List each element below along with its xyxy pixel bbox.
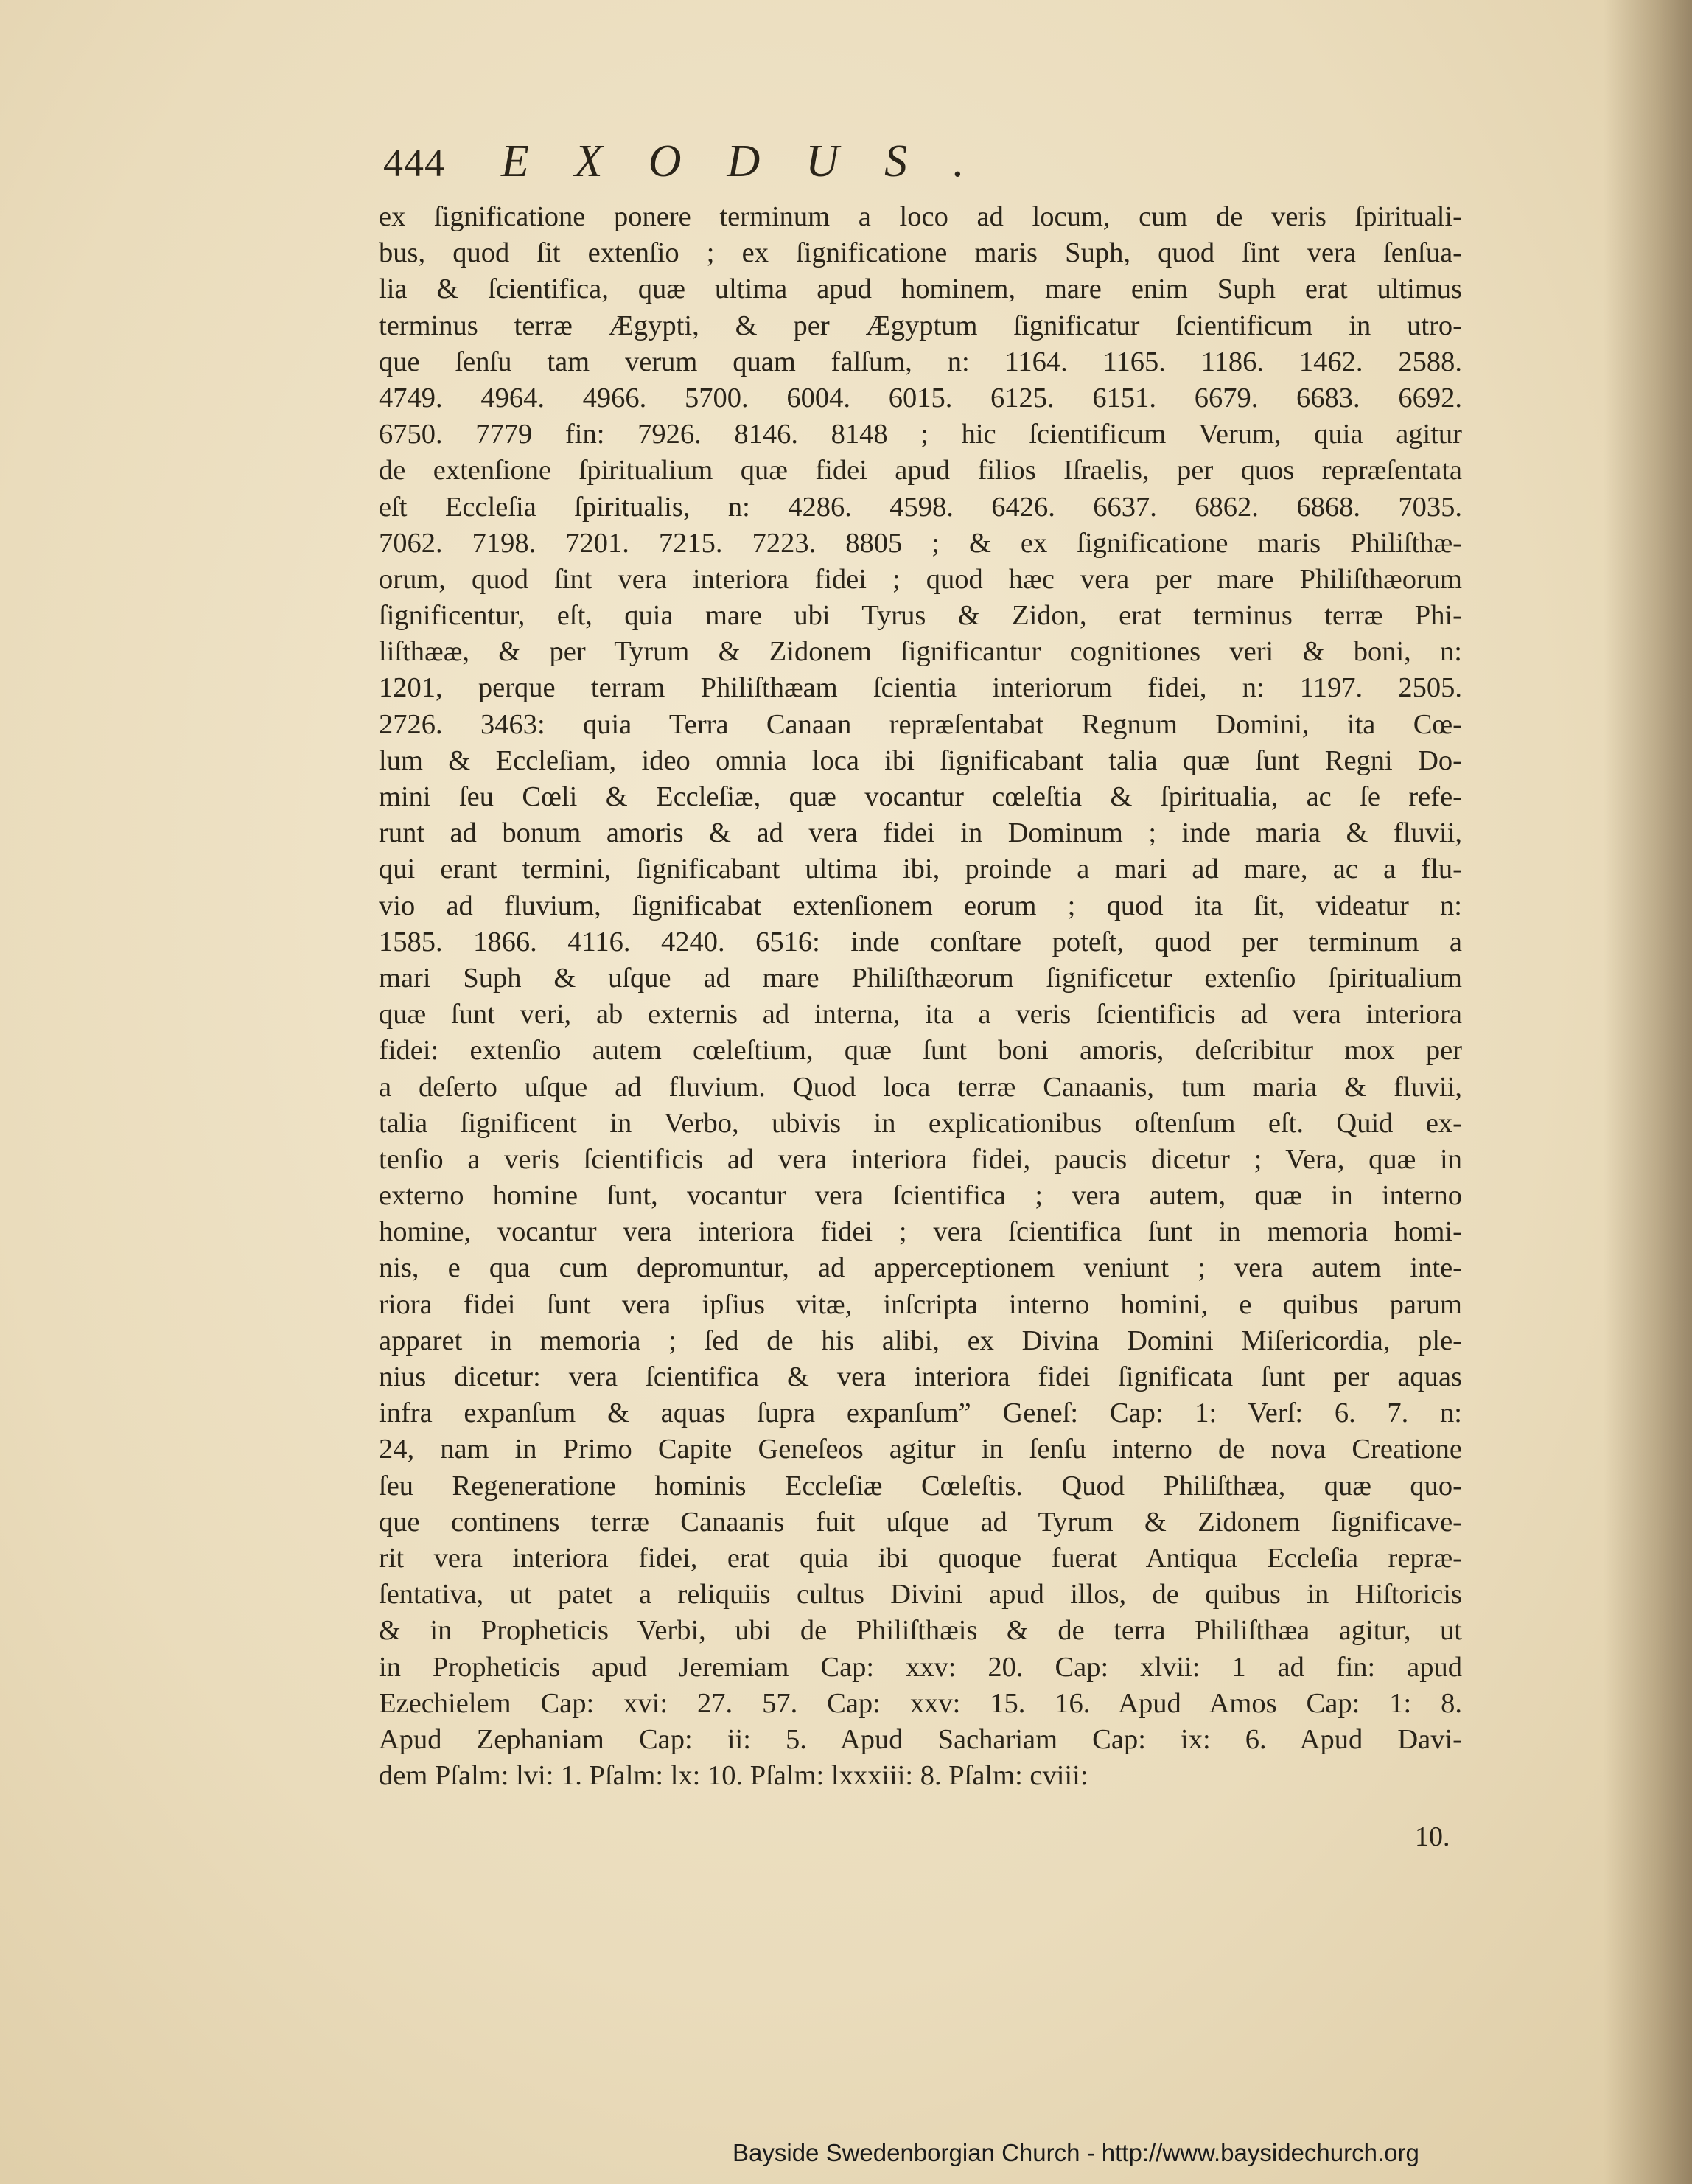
text-line: rit vera interiora fidei, erat quia ibi quoque fuerat Antiqua Eccleſia repræ- — [379, 1542, 1462, 1574]
text-line: fidei: extenſio autem cœleſtium, quæ ſunt boni amoris, deſcribitur mox per — [379, 1035, 1462, 1067]
text-line: ſentativa, ut patet a reliquiis cultus Divini apud illos, de quibus in Hiſtoricis — [379, 1579, 1462, 1611]
text-line: qui erant termini, ſignificabant ultima ibi, proinde a mari ad mare, ac a flu- — [379, 854, 1462, 885]
text-line: 7062. 7198. 7201. 7215. 7223. 8805 ; & ex ſignificatione maris Philiſthæ- — [379, 527, 1462, 559]
text-line: runt ad bonum amoris & ad vera fidei in Dominum ; inde maria & fluvii, — [379, 817, 1462, 849]
text-line: vio ad fluvium, ſignificabat extenſionem eorum ; quod ita ſit, videatur n: — [379, 890, 1462, 921]
text-line: que ſenſu tam verum quam falſum, n: 1164. 1165. 1186. 1462. 2588. — [379, 346, 1462, 377]
text-line: riora fidei ſunt vera ipſius vitæ, inſcripta interno homini, e quibus parum — [379, 1288, 1462, 1320]
text-line: orum, quod ſint vera interiora fidei ; quod hæc vera per mare Philiſthæorum — [379, 563, 1462, 595]
text-line: mini ſeu Cœli & Eccleſiæ, quæ vocantur cœleſtia & ſpiritualia, ac ſe refe- — [379, 781, 1462, 812]
page-edge-shadow — [1604, 0, 1692, 2184]
text-line: terminus terræ Ægypti, & per Ægyptum ſignificatur ſcientificum in utro- — [379, 310, 1462, 341]
text-line: mari Suph & uſque ad mare Philiſthæorum ſignificetur extenſio ſpiritualium — [379, 962, 1462, 994]
text-line: talia ſignificent in Verbo, ubivis in explicationibus oſtenſum eſt. Quid ex- — [379, 1107, 1462, 1139]
text-line: homine, vocantur vera interiora fidei ; vera ſcientifica ſunt in memoria homi- — [379, 1216, 1462, 1248]
text-line: nius dicetur: vera ſcientifica & vera interiora fidei ſignificata ſunt per aquas — [379, 1361, 1462, 1392]
footer-watermark: Bayside Swedenborgian Church - http://www.baysidechurch.org — [733, 2139, 1419, 2166]
text-line: liſthææ, & per Tyrum & Zidonem ſignificantur cognitiones veri & boni, n: — [379, 636, 1462, 668]
text-line: ſignificentur, eſt, quia mare ubi Tyrus & Zidon, erat terminus terræ Phi- — [379, 600, 1462, 632]
catchword: 10. — [1415, 1821, 1450, 1852]
text-line: tenſio a veris ſcientificis ad vera interiora fidei, paucis dicetur ; Vera, quæ in — [379, 1143, 1462, 1175]
text-line: 4749. 4964. 4966. 5700. 6004. 6015. 6125. 6151. 6679. 6683. 6692. — [379, 382, 1462, 414]
page-number: 444 — [383, 141, 445, 185]
page-header — [383, 136, 1489, 192]
text-line: ſeu Regeneratione hominis Eccleſiæ Cœleſtis. Quod Philiſthæa, quæ quo- — [379, 1470, 1462, 1501]
text-line: bus, quod ſit extenſio ; ex ſignificatione maris Suph, quod ſint vera ſenſua- — [379, 237, 1462, 269]
text-line: quæ ſunt veri, ab externis ad interna, ita a veris ſcientificis ad vera interiora — [379, 999, 1462, 1030]
text-line: infra expanſum & aquas ſupra expanſum” Geneſ: Cap: 1: Verſ: 6. 7. n: — [379, 1398, 1462, 1429]
text-line: in Propheticis apud Jeremiam Cap: xxv: 20. Cap: xlvii: 1 ad fin: apud — [379, 1651, 1462, 1683]
text-line: Ezechielem Cap: xvi: 27. 57. Cap: xxv: 15. 16. Apud Amos Cap: 1: 8. — [379, 1687, 1462, 1719]
text-line: apparet in memoria ; ſed de his alibi, ex Divina Domini Miſericordia, ple- — [379, 1325, 1462, 1356]
text-line: eſt Eccleſia ſpiritualis, n: 4286. 4598. 6426. 6637. 6862. 6868. 7035. — [379, 491, 1462, 523]
text-line: 2726. 3463: quia Terra Canaan repræſentabat Regnum Domini, ita Cœ- — [379, 708, 1462, 740]
text-line: & in Propheticis Verbi, ubi de Philiſthæis & de terra Philiſthæa agitur, ut — [379, 1615, 1462, 1647]
text-line: 1585. 1866. 4116. 4240. 6516: inde conſtare poteſt, quod per terminum a — [379, 926, 1462, 957]
text-line: lia & ſcientifica, quæ ultima apud hominem, mare enim Suph erat ultimus — [379, 273, 1462, 305]
text-line: a deſerto uſque ad fluvium. Quod loca terræ Canaanis, tum maria & fluvii, — [379, 1071, 1462, 1103]
text-line: Apud Zephaniam Cap: ii: 5. Apud Sachariam Cap: ix: 6. Apud Davi- — [379, 1723, 1462, 1755]
text-line: lum & Eccleſiam, ideo omnia loca ibi ſignificabant talia quæ ſunt Regni Do- — [379, 744, 1462, 776]
body-text — [379, 199, 1462, 1794]
text-line: que continens terræ Canaanis fuit uſque ad Tyrum & Zidonem ſignificave- — [379, 1506, 1462, 1538]
text-line: 1201, perque terram Philiſthæam ſcientia interiorum fidei, n: 1197. 2505. — [379, 672, 1462, 704]
text-line: nis, e qua cum depromuntur, ad apperceptionem veniunt ; vera autem inte- — [379, 1252, 1462, 1284]
text-line: de extenſione ſpiritualium quæ fidei apud filios Iſraelis, per quos repræſentata — [379, 455, 1462, 486]
text-line: 24, nam in Primo Capite Geneſeos agitur in ſenſu interno de nova Creatione — [379, 1434, 1462, 1465]
text-line: ex ſignificatione ponere terminum a loco ad locum, cum de veris ſpirituali- — [379, 201, 1462, 232]
text-line: dem Pſalm: lvi: 1. Pſalm: lx: 10. Pſalm: lxxxiii: 8. Pſalm: cviii: — [379, 1760, 1088, 1792]
text-line: externo homine ſunt, vocantur vera ſcientifica ; vera autem, quæ in interno — [379, 1180, 1462, 1212]
running-title: EXODUS. — [501, 136, 1010, 186]
text-line: 6750. 7779 fin: 7926. 8146. 8148 ; hic ſcientificum Verum, quia agitur — [379, 419, 1462, 450]
